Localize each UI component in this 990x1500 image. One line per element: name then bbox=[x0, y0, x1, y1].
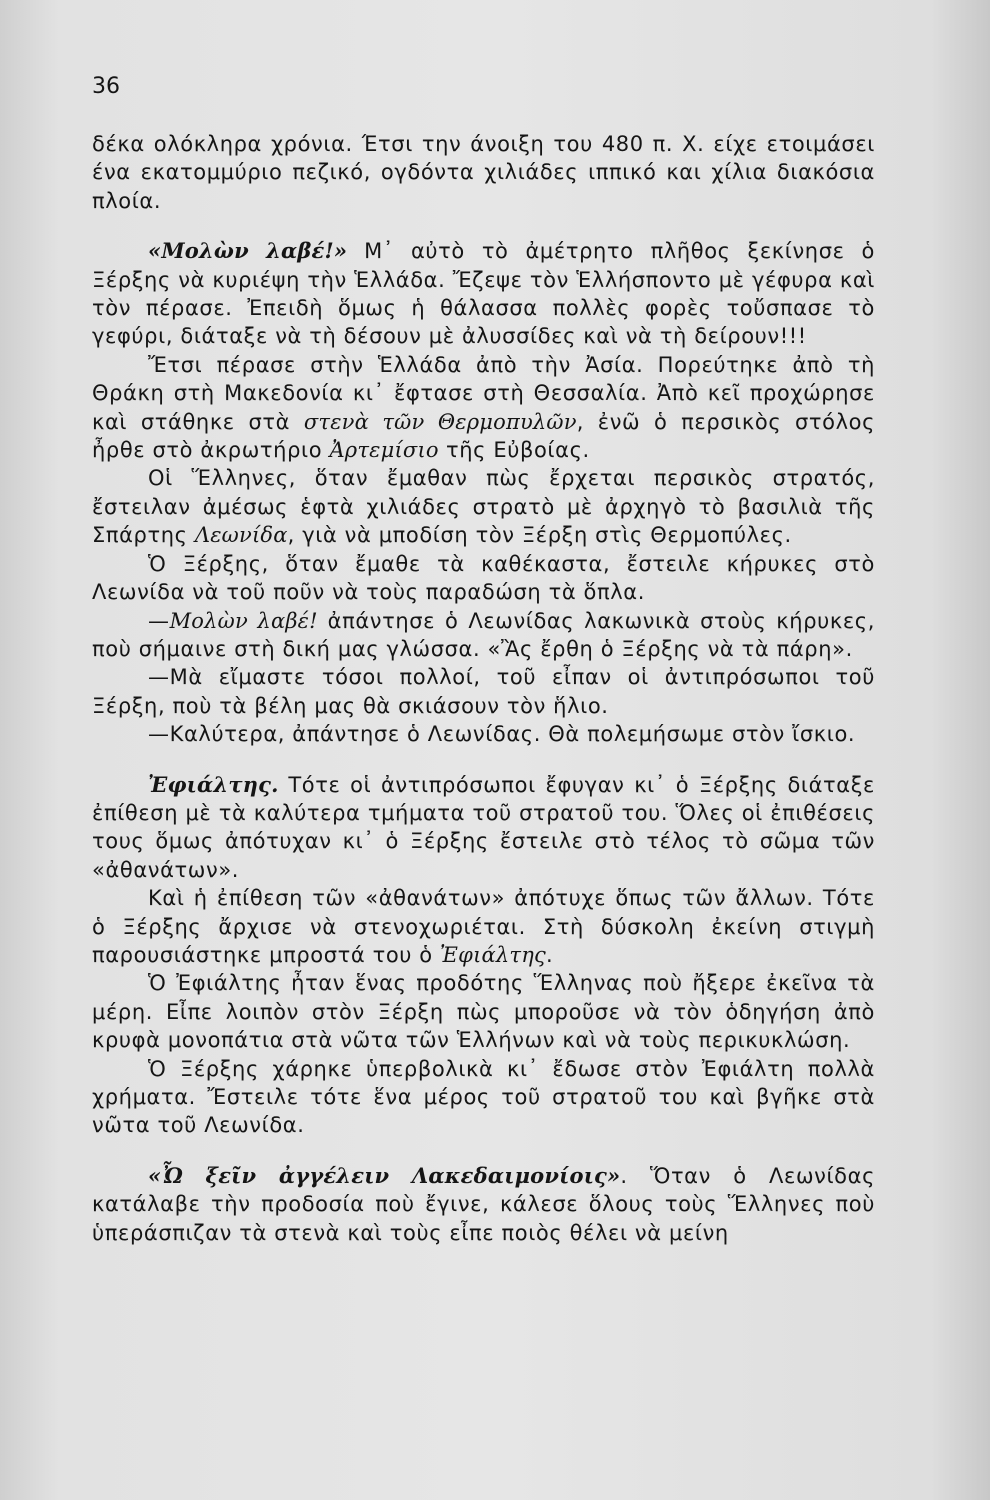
paragraph-p4 bbox=[92, 464, 875, 549]
paragraph-p6 bbox=[92, 607, 875, 664]
paragraph-p9 bbox=[92, 771, 875, 885]
italic-term: στενὰ τῶν Θερμοπυλῶν bbox=[303, 409, 577, 434]
paragraph-p7 bbox=[92, 663, 875, 720]
section-heading: «Μολὼν λαβέ!» bbox=[148, 238, 348, 264]
text-run: Τότε οἱ ἀντιπρόσωποι ἔφυγαν κι᾽ ὁ Ξέρξης διάταξε ἐπίθεση μὲ τὰ καλύτερα τμήματα τοῦ στρατοῦ του. Ὅλες οἱ ἐπιθέσεις τους ὅμως ἀπότυχαν κι᾽ ὁ Ξέρξης ἔστειλε στὸ τέλος τὸ σῶμα τῶν «ἀθανάτων». bbox=[92, 772, 875, 882]
paragraph-p11 bbox=[92, 969, 875, 1054]
text-run: —Μὰ εἴμαστε τόσοι πολλοί, τοῦ εἶπαν οἱ ἀντιπρόσωποι τοῦ Ξέρξη, ποὺ τὰ βέλη μας θὰ σκιάσουν τὸν ἥλιο. bbox=[92, 665, 875, 718]
paragraph-p2 bbox=[92, 237, 875, 351]
body-text bbox=[92, 130, 875, 1247]
paragraph-p3 bbox=[92, 351, 875, 465]
italic-term: Μολὼν λαβέ! bbox=[169, 608, 318, 633]
text-run: Ὁ Ξέρξης χάρηκε ὑπερβολικὰ κι᾽ ἔδωσε στὸν Ἐφιάλτη πολλὰ χρήματα. Ἔστειλε τότε ἕνα μέρος τοῦ στρατοῦ του καὶ βγῆκε στὰ νῶτα τοῦ Λεωνίδα. bbox=[92, 1056, 875, 1138]
italic-term: Ἐφιάλτης bbox=[440, 942, 546, 967]
text-run: —Καλύτερα, ἀπάντησε ὁ Λεωνίδας. Θὰ πολεμήσωμε στὸν ἴσκιο. bbox=[148, 722, 856, 747]
italic-term: Λεωνίδα bbox=[194, 523, 288, 548]
paragraph-p1 bbox=[92, 130, 875, 215]
paragraph-p12 bbox=[92, 1055, 875, 1140]
section-heading: Ἐφιάλτης. bbox=[148, 771, 279, 797]
text-run: Καὶ ἡ ἐπίθεση τῶν «ἀθανάτων» ἀπότυχε ὅπως τῶν ἄλλων. Τότε ὁ Ξέρξης ἄρχισε νὰ στενοχωριέται. Στὴ δύσκολη ἐκείνη στιγμὴ παρουσιάστηκε μπροστά του ὁ bbox=[92, 886, 875, 967]
italic-term: Ἀρτεμίσιο bbox=[329, 438, 439, 463]
text-run: Ὁ Ξέρξης, ὅταν ἔμαθε τὰ καθέκαστα, ἔστειλε κήρυκες στὸ Λεωνίδα νὰ τοῦ ποῦν νὰ τοὺς παραδώση τὰ ὅπλα. bbox=[92, 551, 875, 605]
text-run: τῆς Εὐβοίας. bbox=[438, 438, 590, 463]
text-run: Μ᾽ αὐτὸ τὸ ἀμέτρητο πλῆθος ξεκίνησε ὁ Ξέρξης νὰ κυριέψη τὴν Ἑλλάδα. Ἔζεψε τὸν Ἑλλήσποντο μὲ γέφυρα καὶ τὸν πέρασε. Ἐπειδὴ ὅμως ἡ θάλασσα πολλὲς φορὲς τοὔσπασε τὸ γεφύρι, διάταξε νὰ τὴ δέσουν μὲ ἀλυσσίδες καὶ νὰ τὴ δείρουν!!! bbox=[92, 239, 875, 349]
paragraph-p8 bbox=[92, 720, 875, 748]
paragraph-p5 bbox=[92, 550, 875, 607]
page-number: 36 bbox=[92, 74, 120, 99]
text-run: Ἔτσι πέρασε στὴν Ἑλλάδα ἀπὸ τὴν Ἀσία. Πορεύτηκε ἀπὸ τὴ Θράκη στὴ Μακεδονία κι᾽ ἔφτασε στὴ Θεσσαλία. Ἀπὸ κεῖ προχώρησε καὶ στάθηκε στὰ bbox=[92, 352, 875, 434]
text-run: . Ὅταν ὁ Λεωνίδας κατάλαβε τὴν προδοσία ποὺ ἔγινε, κάλεσε ὅλους τοὺς Ἕλληνες ποὺ ὑπεράσπιζαν τὰ στενὰ καὶ τοὺς εἶπε ποιὸς θέλει νὰ μείνη bbox=[92, 1163, 876, 1245]
text-run: , γιὰ νὰ μποδίση τὸν Ξέρξη στὶς Θερμοπύλες. bbox=[287, 523, 792, 548]
text-run: Ὁ Ἐφιάλτης ἦταν ἕνας προδότης Ἕλληνας ποὺ ἤξερε ἐκεῖνα τὰ μέρη. Εἶπε λοιπὸν στὸν Ξέρξη πὼς μποροῦσε νὰ τὸν ὁδηγήση ἀπὸ κρυφὰ μονοπάτια στὰ νῶτα τῶν Ἑλλήνων καὶ νὰ τοὺς περικυκλώση. bbox=[92, 971, 875, 1053]
text-run: — bbox=[148, 608, 170, 633]
paragraph-p10 bbox=[92, 884, 875, 969]
text-run: . bbox=[545, 942, 554, 967]
text-run: Οἱ Ἕλληνες, ὅταν ἔμαθαν πὼς ἔρχεται περσικὸς στρατός, ἔστειλαν ἀμέσως ἑφτὰ χιλιάδες στρατὸ μὲ ἀρχηγὸ τὸ βασιλιὰ τῆς Σπάρτης bbox=[92, 466, 875, 548]
text-run: ἀπάντησε ὁ Λεωνίδας λακωνικὰ στοὺς κήρυκες, ποὺ σήμαινε στὴ δική μας γλώσσα. «Ἂς ἔρθη ὁ Ξέρξης νὰ τὰ πάρη». bbox=[92, 608, 875, 661]
paragraph-p13 bbox=[92, 1162, 875, 1247]
section-heading: «Ὦ ξεῖν ἀγγέλειν Λακεδαιμονίοις» bbox=[148, 1162, 621, 1188]
text-run: δέκα ολόκληρα χρόνια. Έτσι την άνοιξη του 480 π. Χ. είχε ετοιμάσει ένα εκατομμύριο πεζικό, ογδόντα χιλιάδες ιππικό και χίλια διακόσια πλοία. bbox=[92, 132, 875, 213]
text-run: , ἐνῶ ὁ περσικὸς στόλος ἦρθε στὸ ἀκρωτήριο bbox=[92, 409, 875, 463]
